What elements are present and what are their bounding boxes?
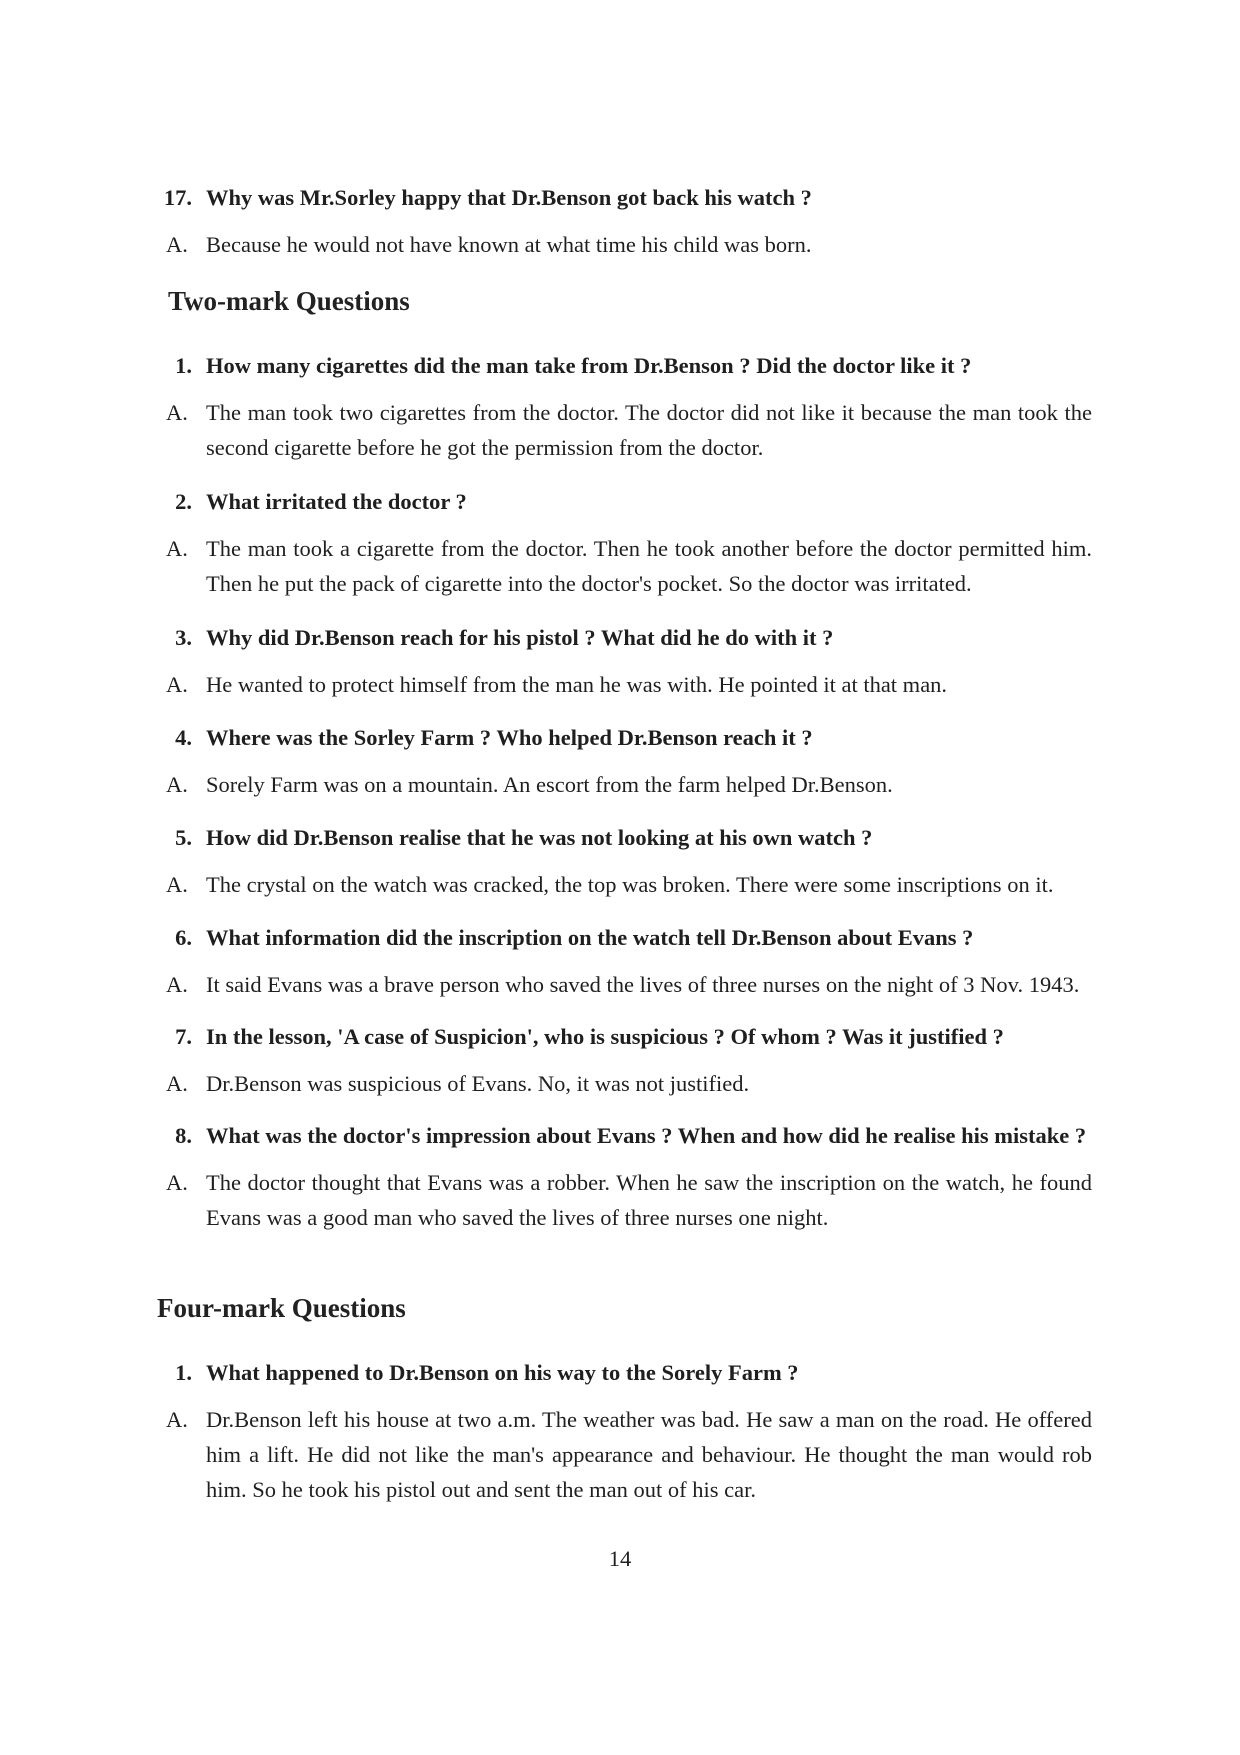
qa-block-2m-2 [152,484,1092,601]
answer [152,867,1092,902]
question-number: 1. [175,353,192,378]
answer-text: The crystal on the watch was cracked, the top was broken. There were some inscriptions on it. [206,872,1054,897]
qa-block-2m-7 [152,1019,1092,1101]
question-text: How did Dr.Benson realise that he was not looking at his own watch ? [206,825,873,850]
two-mark-heading: Two-mark Questions [168,286,410,316]
answer-label: A. [166,872,188,897]
question-text: What irritated the doctor ? [206,489,467,514]
answer-text: He wanted to protect himself from the man he was with. He pointed it at that man. [206,672,948,697]
question-number: 7. [175,1024,192,1049]
answer-text: Dr.Benson was suspicious of Evans. No, it was not justified. [206,1071,750,1096]
answer-label: A. [166,232,188,257]
qa-block-4m-1 [152,1355,1092,1507]
question-number: 3. [175,625,192,650]
answer [152,227,1092,262]
question [152,720,1092,755]
question-text: Why did Dr.Benson reach for his pistol ? What did he do with it ? [206,625,834,650]
question-text: Why was Mr.Sorley happy that Dr.Benson got back his watch ? [206,185,812,210]
qa-block-2m-5 [152,820,1092,902]
question-number: 4. [175,725,192,750]
answer [152,531,1092,601]
answer [152,967,1092,1002]
qa-block-2m-8 [152,1118,1092,1235]
question [152,920,1092,955]
answer-label: A. [166,772,188,797]
answer-label: A. [166,536,188,561]
answer-label: A. [166,672,188,697]
question-number: 5. [175,825,192,850]
answer [152,395,1092,465]
answer-label: A. [166,1407,188,1432]
answer-text: The doctor thought that Evans was a robber. When he saw the inscription on the watch, he found Evans was a good man who saved the lives of three nurses one night. [206,1170,1092,1230]
question [152,820,1092,855]
question [152,620,1092,655]
question [152,348,1092,383]
question [152,484,1092,519]
question-number: 2. [175,489,192,514]
answer-label: A. [166,1170,188,1195]
answer-text: It said Evans was a brave person who saved the lives of three nurses on the night of 3 Nov. 1943. [206,972,1080,997]
question-text: How many cigarettes did the man take from Dr.Benson ? Did the doctor like it ? [206,353,972,378]
qa-block-2m-4 [152,720,1092,802]
question [152,180,1092,215]
question-number: 6. [175,925,192,950]
answer-label: A. [166,1071,188,1096]
question-text: What information did the inscription on the watch tell Dr.Benson about Evans ? [206,925,974,950]
answer [152,767,1092,802]
question-number: 1. [175,1360,192,1385]
four-mark-heading: Four-mark Questions [157,1293,406,1323]
question-text: What was the doctor's impression about Evans ? When and how did he realise his mistake ? [206,1123,1087,1148]
qa-block-17 [152,180,1092,262]
question-text: In the lesson, 'A case of Suspicion', who is suspicious ? Of whom ? Was it justified ? [206,1024,1004,1049]
page-number: 14 [608,1546,632,1571]
answer-text: Because he would not have known at what time his child was born. [206,232,812,257]
answer-label: A. [166,972,188,997]
answer [152,1165,1092,1235]
answer-text: Sorely Farm was on a mountain. An escort from the farm helped Dr.Benson. [206,772,893,797]
question-text: Where was the Sorley Farm ? Who helped Dr.Benson reach it ? [206,725,813,750]
question-text: What happened to Dr.Benson on his way to the Sorely Farm ? [206,1360,799,1385]
qa-block-2m-1 [152,348,1092,465]
question [152,1355,1092,1390]
question [152,1118,1092,1153]
answer-label: A. [166,400,188,425]
qa-block-2m-3 [152,620,1092,702]
answer-text: The man took two cigarettes from the doctor. The doctor did not like it because the man took the second cigarette before he got the permission from the doctor. [206,400,1092,460]
question-number: 8. [175,1123,192,1148]
question [152,1019,1092,1054]
answer [152,667,1092,702]
qa-block-2m-6 [152,920,1092,1002]
answer [152,1402,1092,1507]
question-number: 17. [163,185,192,210]
answer [152,1066,1092,1101]
answer-text: Dr.Benson left his house at two a.m. The weather was bad. He saw a man on the road. He offered him a lift. He did not like the man's appearance and behaviour. He thought the man would rob him. So he took his pistol out and sent the man out of his car. [206,1407,1092,1502]
answer-text: The man took a cigarette from the doctor. Then he took another before the doctor permitted him. Then he put the pack of cigarette into the doctor's pocket. So the doctor was irritated. [206,536,1092,596]
